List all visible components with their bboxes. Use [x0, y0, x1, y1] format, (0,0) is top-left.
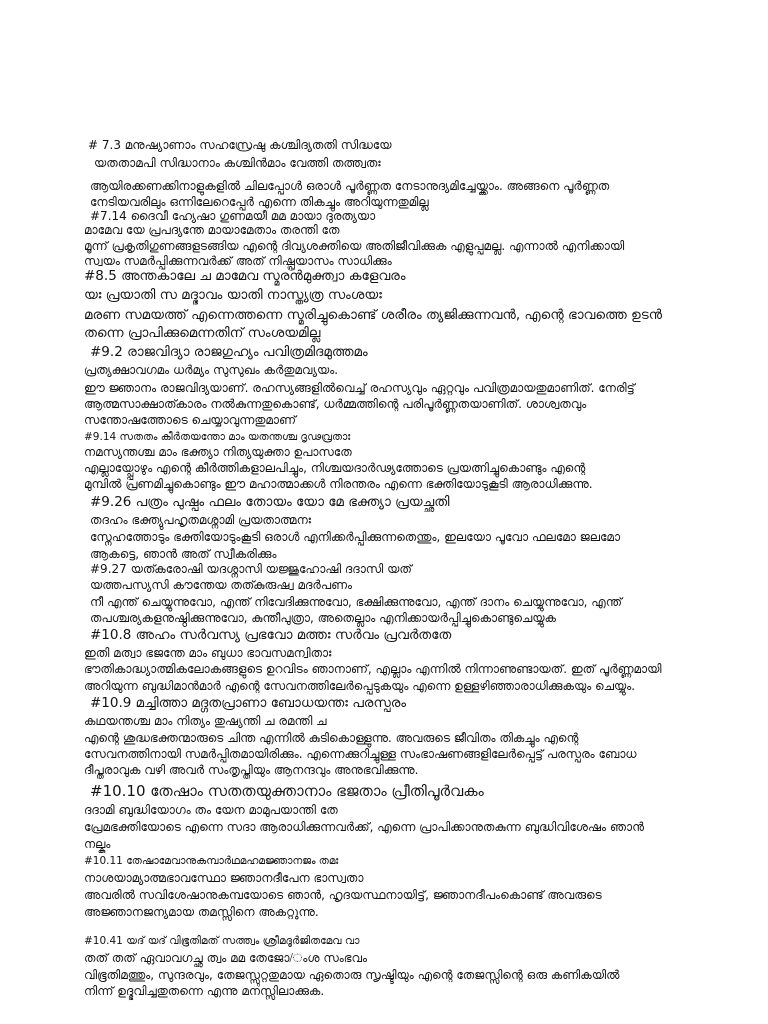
- verse-translation: സേവനത്തിനായി സമർപ്പിതമായിരിക്കും. എന്നെക്കുറിച്ചുള്ള സംഭാഷണങ്ങളിലേർപ്പെട്ട് പരസ്പരം ബോധ: [84, 747, 637, 761]
- verse-translation: നിന്ന് ഉദ്ഭവിച്ചതുതന്നെ എന്നു മനസ്സിലാക്കുക.: [84, 984, 325, 998]
- verse-sanskrit: #7.14 ദൈവീ ഹ്യേഷാ ഗുണമയീ മമ മായാ ദുരത്യയാ: [90, 209, 376, 223]
- verse-sanskrit: കഥയന്തശ്ച മാം നിത്യം തുഷ്യന്തി ച രമന്തി ച: [84, 714, 327, 728]
- verse-translation: മുമ്പിൽ പ്രണമിച്ചുകൊണ്ടും ഈ മഹാത്മാക്കൾ നിരന്തരം എന്നെ ഭക്തിയോടുകൂടി ആരാധിക്കുന്നു.: [84, 477, 593, 491]
- verse-translation: വിഭൂതിമത്തും, സുന്ദരവും, തേജസ്സുറ്റതുമായ ഏതൊരു സൃഷ്ടിയും എന്റെ തേജസ്സിന്റെ ഒരു കണികയിൽ: [84, 968, 620, 982]
- verse-translation: നേടിയവരിലും ഒന്നിലേറെപ്പേർ എന്നെ തികച്ചും അറിയുന്നതുമില്ല: [90, 195, 429, 209]
- verse-sanskrit: #10.8 അഹം സർവസ്യ പ്രഭവോ മത്തഃ സർവം പ്രവർതതേ: [90, 627, 452, 643]
- verse-translation: സന്തോഷത്തോടെ ചെയ്യാവുന്നതുമാണ്: [84, 413, 296, 427]
- verse-translation: മൂന്ന് പ്രകൃതിഗുണങ്ങളടങ്ങിയ എന്റെ ദിവ്യശക്തിയെ അതിജീവിക്കുക എളുപ്പമല്ല. എന്നാൽ എനിക്കായി: [84, 239, 625, 253]
- verse-translation: സ്നേഹത്തോടും ഭക്തിയോടുംകൂടി ഒരാൾ എനിക്കർപ്പിക്കുന്നതെന്തും, ഇലയോ പൂവോ ഫലമോ ജലമോ: [90, 530, 621, 544]
- verse-sanskrit: # 7.3 മനുഷ്യാണാം സഹസ്രേഷു കശ്ചിദ്യതതി സിദ്ധയേ: [88, 138, 392, 152]
- verse-translation: ആയിരക്കണക്കിനാളുകളിൽ ചിലപ്പോൾ ഒരാൾ പൂർണ്ണത നേടാനുദ്യമിച്ചേയ്ക്കാം. അങ്ങനെ പൂർണ്ണത: [90, 179, 610, 193]
- verse-sanskrit: തദഹം ഭക്ത്യുപഹൃതമശ്നാമി പ്രയതാത്മനഃ: [90, 513, 311, 527]
- verse-translation: ആത്മസാക്ഷാത്കാരം നൽകുന്നതുകൊണ്ട്, ധർമ്മത്തിന്റെ പരിപൂർണ്ണതയാണിത്. ശാശ്വതവും: [84, 397, 587, 411]
- verse-translation: എല്ലായ്പ്പോഴും എന്റെ കീർത്തികളാലപിച്ചും, നിശ്ചയദാർഢ്യത്തോടെ പ്രയത്നിച്ചുകൊണ്ടും എന്റെ: [84, 461, 586, 475]
- verse-translation: അവരിൽ സവിശേഷാനുകമ്പയോടെ ഞാൻ, ഹൃദയസ്ഥനായിട്ട്, ജ്ഞാനദീപംകൊണ്ട് അവരുടെ: [84, 888, 602, 902]
- verse-sanskrit: യതതാമപി സിദ്ധാനാം കശ്ചിൻമാം വേത്തി തത്ത്വതഃ: [94, 156, 381, 170]
- verse-translation: തന്നെ പ്രാപിക്കുമെന്നതിന് സംശയമില്ല: [84, 325, 321, 341]
- verse-sanskrit: പ്രത്യക്ഷാവഗമം ധർമ്യം സുസുഖം കർതുമവ്യയം.: [84, 363, 339, 377]
- verse-translation: ആകട്ടെ, ഞാൻ അത് സ്വീകരിക്കും: [90, 547, 277, 561]
- verse-sanskrit: #10.9 മച്ചിത്താ മദ്ഗതപ്രാണാ ബോധയന്തഃ പരസ്പരം: [90, 695, 407, 711]
- verse-translation: സ്വയം സമർപ്പിക്കുന്നവർക്ക് അത് നിഷ്പ്രയാസം സാധിക്കും: [84, 254, 392, 268]
- verse-translation: ഈ ജ്ഞാനം രാജവിദ്യയാണ്. രഹസ്യങ്ങളിൽവെച്ച് രഹസ്യവും ഏറ്റവും പവിത്രമായതുമാണിത്. നേരിട്ട്: [84, 381, 635, 395]
- verse-sanskrit: യഃ പ്രയാതി സ മദ്ഭാവം യാതി നാസ്ത്യത്ര സംശയഃ: [84, 287, 382, 303]
- verse-translation: ദീപ്തരാവുക വഴി അവർ സംതൃപ്തിയും ആനന്ദവും അനുഭവിക്കുന്നു.: [84, 763, 419, 777]
- verse-sanskrit: #9.14 സതതം കീർതയന്തോ മാം യതന്തശ്ച ദൃഢവ്രതാഃ: [84, 431, 351, 443]
- verse-translation: അജ്ഞാനജന്യമായ തമസ്സിനെ അകറ്റുന്നു.: [84, 905, 319, 919]
- verse-sanskrit: #8.5 അന്തകാലേ ച മാമേവ സ്മരൻമുക്ത്വാ കളേവരം: [84, 268, 406, 284]
- verse-translation: നല്കും: [84, 837, 111, 851]
- verse-translation: എന്റെ ശുദ്ധഭക്തന്മാരുടെ ചിന്ത എന്നിൽ കുടികൊള്ളുന്നു. അവരുടെ ജീവിതം തികച്ചും എന്റെ: [84, 731, 579, 745]
- verse-sanskrit: തത് തത് ഏവാവഗച്ഛ ത്വം മമ തേജോ/ംശ സംഭവം: [84, 951, 368, 965]
- verse-sanskrit: നമസ്യന്തശ്ച മാം ഭക്ത്യാ നിത്യയുക്താ ഉപാസതേ: [84, 445, 352, 459]
- verse-sanskrit: #10.41 യദ് യദ് വിഭൂതിമത് സത്ത്വം ശ്രീമദൂർജിതമേവ വാ: [84, 935, 360, 947]
- verse-translation: മരണ സമയത്ത് എന്നെത്തന്നെ സ്മരിച്ചുകൊണ്ട് ശരീരം ത്യജിക്കുന്നവൻ, എന്റെ ഭാവത്തെ ഉടൻ: [84, 307, 663, 323]
- verse-translation: ഭൗതികാദ്ധ്യാത്മികലോകങ്ങളുടെ ഉറവിടം ഞാനാണ്, എല്ലാം എന്നിൽ നിന്നാണുണ്ടായത്. ഇത് പൂർണ്ണമായി: [84, 662, 662, 676]
- verse-sanskrit: #10.11 തേഷാമേവാനുകമ്പാർഥമഹമജ്ഞാനജം തമഃ: [84, 855, 339, 867]
- verse-translation: നീ എന്ത് ചെയ്യുന്നുവോ, എന്ത് നിവേദിക്കുന്നുവോ, ഭക്ഷിക്കുന്നുവോ, എന്ത് ദാനം ചെയ്യുന്നുവോ, എന്ത്: [90, 595, 622, 609]
- verse-sanskrit: നാശയാമ്യാത്മഭാവസ്ഥോ ജ്ഞാനദീപേന ഭാസ്വതാ: [84, 871, 364, 885]
- verse-sanskrit: മാമേവ യേ പ്രപദ്യന്തേ മായാമേതാം തരന്തി തേ: [84, 223, 340, 237]
- verse-sanskrit: യത്തപസ്യസി കൗന്തേയ തത്കുരുഷ്വ മദർപണം: [90, 578, 353, 592]
- verse-translation: പ്രേമഭക്തിയോടെ എന്നെ സദാ ആരാധിക്കുന്നവർക്ക്, എന്നെ പ്രാപിക്കാനുതകുന്ന ബുദ്ധിവിശേഷം ഞാൻ: [84, 820, 645, 834]
- verse-sanskrit: #9.26 പത്രം പുഷ്പം ഫലം തോയം യോ മേ ഭക്ത്യാ പ്രയച്ഛതി: [90, 494, 450, 510]
- verse-translation: അറിയുന്ന ബുദ്ധിമാൻമാർ എന്റെ സേവനത്തിലേർപ്പെടുകയും എന്നെ ഉള്ളഴിഞ്ഞാരാധിക്കുകയും ചെയ്യും.: [84, 679, 636, 693]
- verse-sanskrit: #9.27 യത്കരോഷി യദശ്നാസി യജ്ജുഹോഷി ദദാസി യത്: [90, 562, 412, 576]
- verse-sanskrit: ഇതി മത്വാ ഭജന്തേ മാം ബുധാ ഭാവസമന്വിതാഃ: [84, 646, 332, 660]
- verse-sanskrit: #9.2 രാജവിദ്യാ രാജഗുഹ്യം പവിത്രമിദമുത്തമം: [90, 344, 368, 360]
- verse-sanskrit: ദദാമി ബുദ്ധിയോഗം തം യേന മാമുപയാന്തി തേ: [84, 803, 338, 817]
- verse-sanskrit: #10.10 തേഷാം സതതയുക്താനാം ഭജതാം പ്രീതിപൂർവകം: [90, 782, 484, 800]
- verse-translation: തപശ്ചര്യകളനുഷ്ഠിക്കുന്നുവോ, കുന്തീപുത്രാ, അതെല്ലാം എനിക്കായർപ്പിച്ചുകൊണ്ടുചെയ്യുക: [90, 611, 556, 625]
